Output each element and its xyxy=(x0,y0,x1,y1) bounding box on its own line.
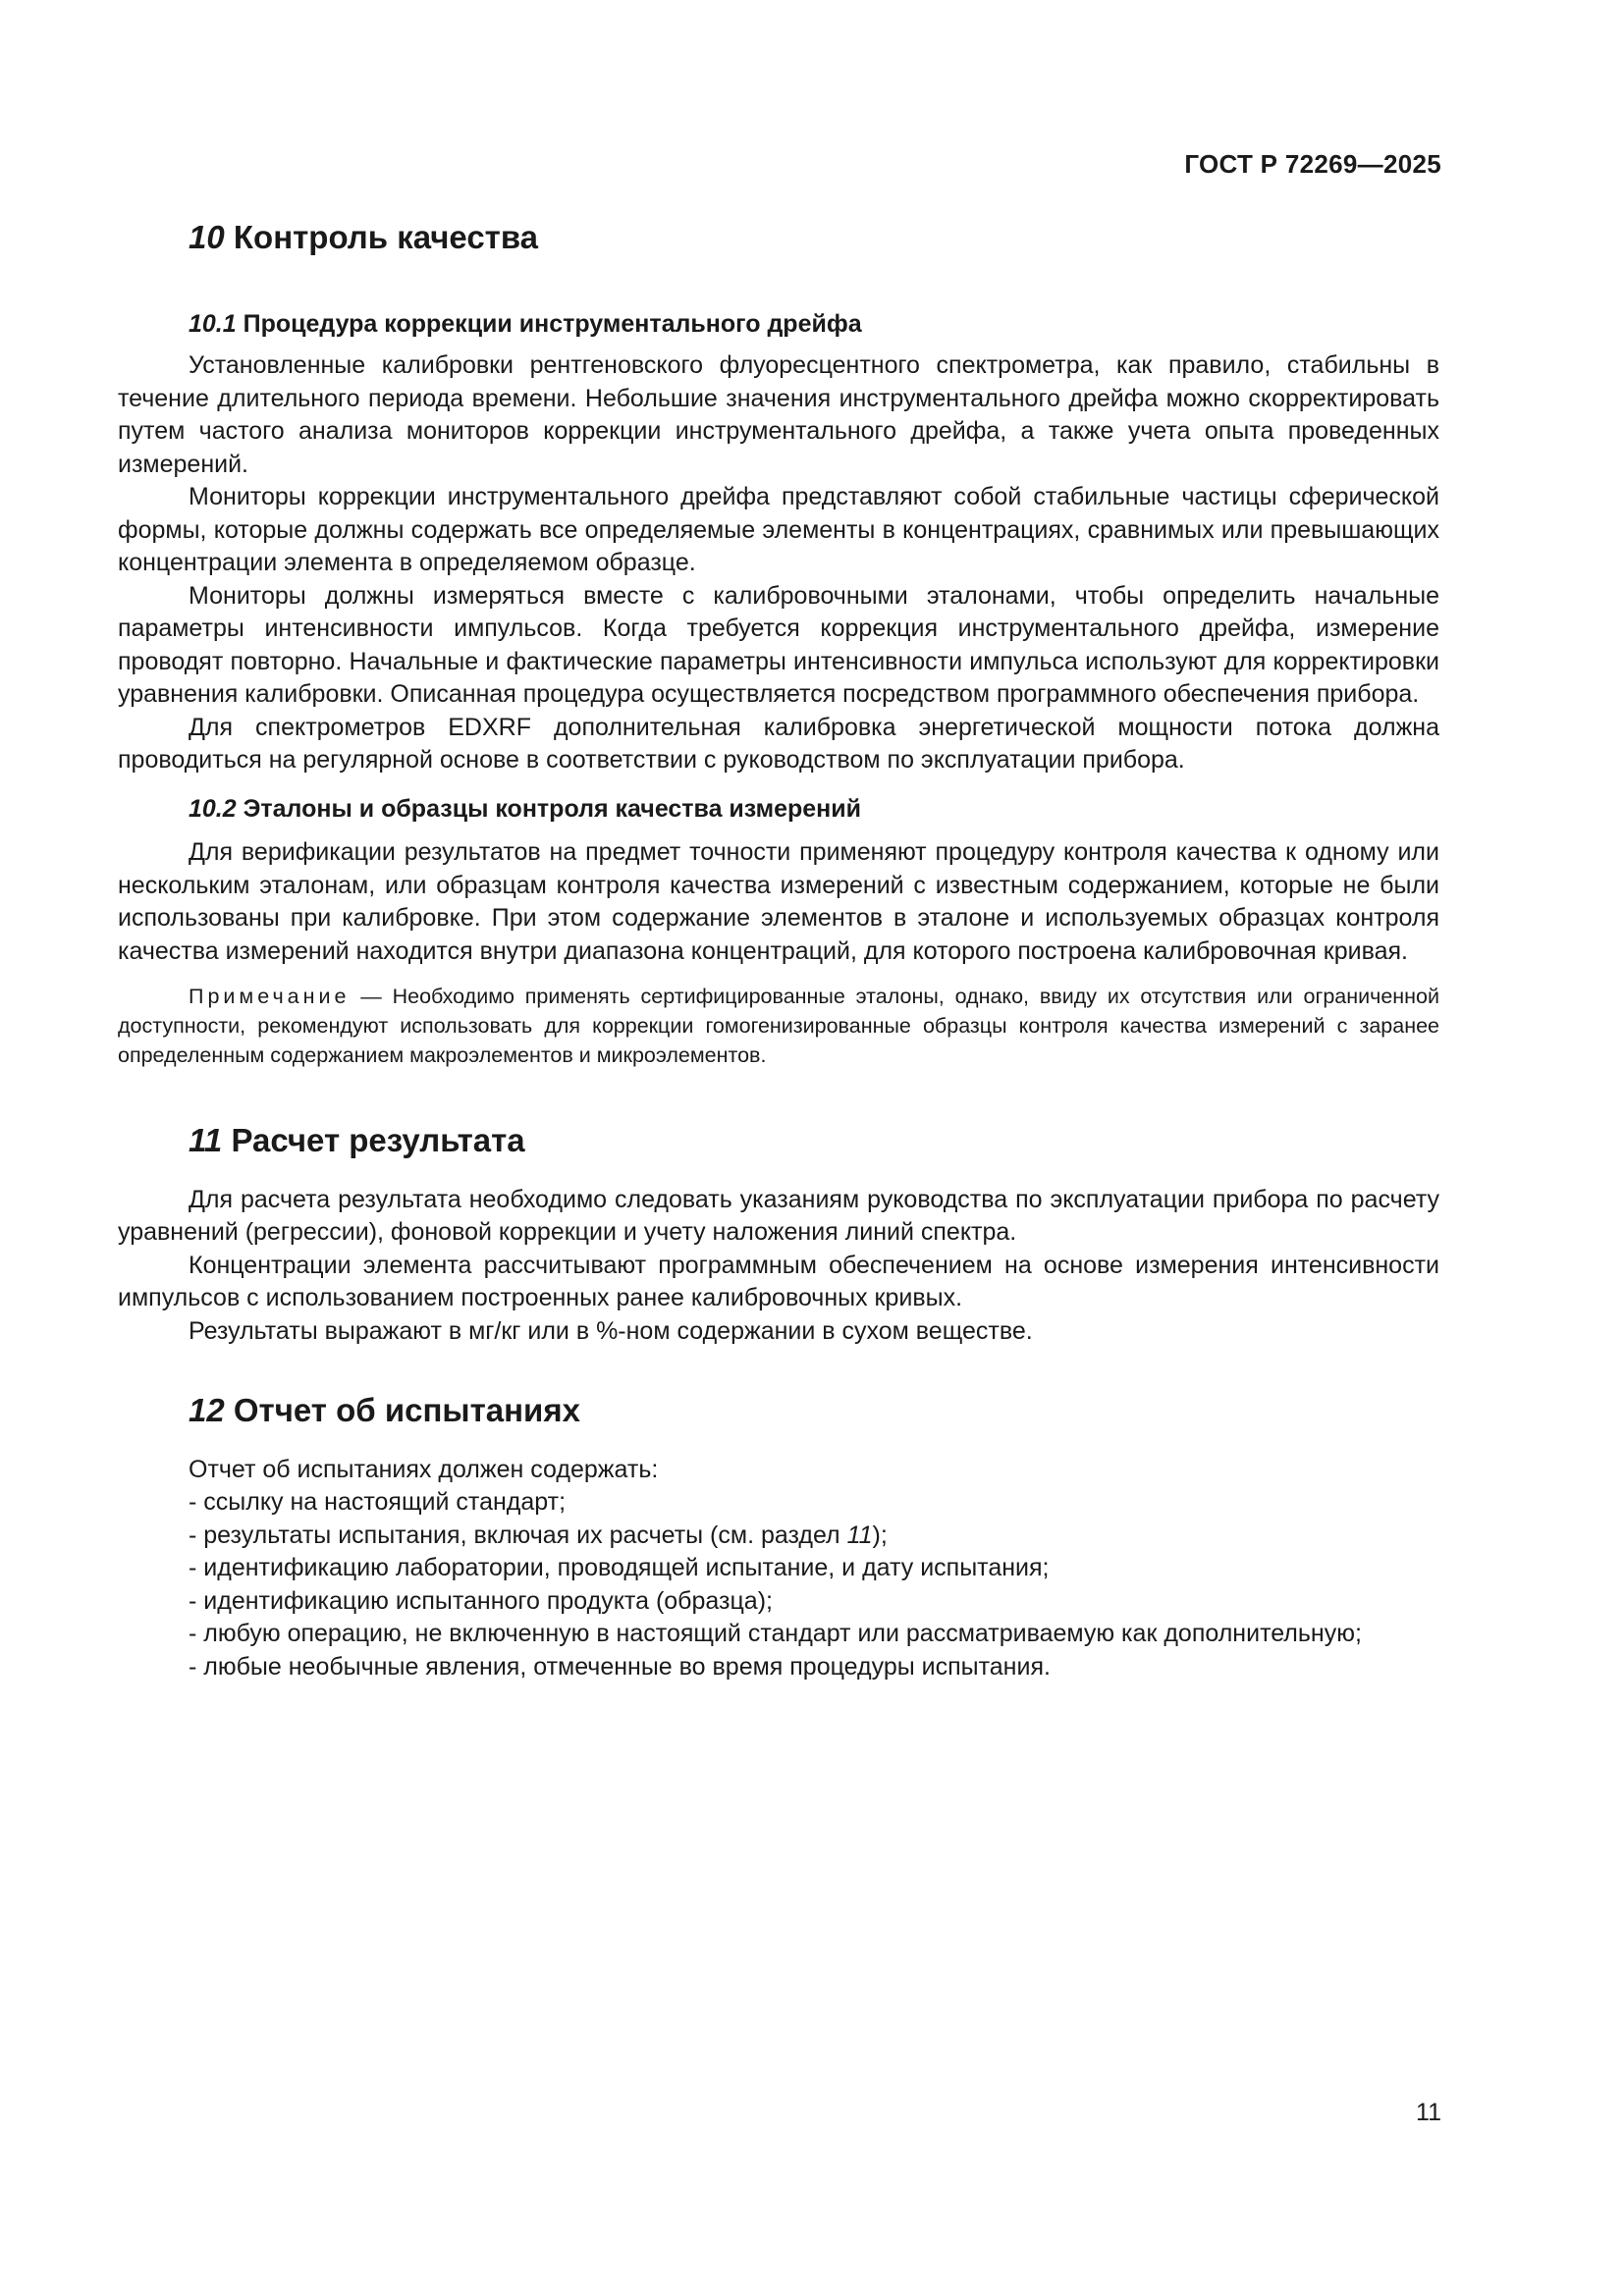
list-item: - идентификацию лаборатории, проводящей испытание, и дату испытания; xyxy=(189,1554,1050,1582)
section-10-title: Контроль качества xyxy=(233,219,539,255)
section-10-heading xyxy=(118,218,1439,257)
list-item: - любую операцию, не включенную в настоящий стандарт или рассматриваемую как дополнительную; xyxy=(189,1620,1362,1648)
paragraph: Концентрации элемента рассчитывают программным обеспечением на основе измерения интенсивности импульсов с использованием построенных ранее калибровочных кривых. xyxy=(118,1251,1439,1312)
note-label: Примечание xyxy=(189,985,351,1009)
note-text: — Необходимо применять сертифицированные эталоны, однако, ввиду их отсутствия или ограниченной доступности, рекомендуют использовать для коррекции гомогенизированные образцы контроля качества измерений с заранее определенным содержанием макроэлементов и микроэлементов. xyxy=(118,985,1439,1068)
paragraph: Установленные калибровки рентгеновского флуоресцентного спектрометра, как правило, стабильны в течение длительного периода времени. Небольшие значения инструментального дрейфа можно скорректировать путем частого анализа мониторов коррекции инструментального дрейфа, а также учета опыта проведенных измерений. xyxy=(118,351,1439,478)
paragraph: Для расчета результата необходимо следовать указаниям руководства по эксплуатации прибора по расчету уравнений (регрессии), фоновой коррекции и учету наложения линий спектра. xyxy=(118,1185,1439,1247)
section-11-number: 11 xyxy=(189,1122,223,1159)
list-item: - идентификацию испытанного продукта (образца); xyxy=(189,1586,773,1615)
section-reference: 11 xyxy=(846,1521,873,1549)
list-item xyxy=(118,1520,1439,1553)
document-code: ГОСТ Р 72269—2025 xyxy=(1184,149,1441,179)
paragraph: Мониторы коррекции инструментального дрейфа представляют собой стабильные частицы сферической формы, которые должны содержать все определяемые элементы в концентрациях, сравнимых или превышающих концентрации элемента в определяемом образце. xyxy=(118,483,1439,577)
section-12-title: Отчет об испытаниях xyxy=(233,1392,580,1429)
subsection-10-1-number: 10.1 xyxy=(189,309,237,338)
list-intro: Отчет об испытаниях должен содержать: xyxy=(189,1455,659,1483)
paragraph: Для спектрометров EDXRF дополнительная калибровка энергетической мощности потока должна проводиться на регулярной основе в соответствии с руководством по эксплуатации прибора. xyxy=(118,713,1439,774)
subsection-10-2-title: Эталоны и образцы контроля качества измерений xyxy=(243,794,862,823)
subsection-10-1-title: Процедура коррекции инструментального дрейфа xyxy=(243,309,862,338)
subsection-10-2-number: 10.2 xyxy=(189,794,237,823)
subsection-10-1-heading xyxy=(118,308,1439,341)
list-item: - ссылку на настоящий стандарт; xyxy=(189,1488,567,1517)
section-12-number: 12 xyxy=(189,1392,225,1429)
list-item-text: - результаты испытания, включая их расчеты (см. раздел xyxy=(189,1521,847,1549)
paragraph: Для верификации результатов на предмет точности применяют процедуру контроля качества к одному или нескольким эталонам, или образцам контроля качества измерений с известным содержанием, которые не были использованы при калибровке. При этом содержание элементов в эталоне и используемых образцах контроля качества измерений находится внутри диапазона концентраций, для которого построена калибровочная кривая. xyxy=(118,838,1439,965)
section-11-heading xyxy=(118,1121,1439,1160)
section-10-number: 10 xyxy=(189,219,225,255)
list-item-tail: ); xyxy=(872,1521,888,1549)
subsection-10-2-heading xyxy=(118,793,1439,826)
paragraph: Мониторы должны измеряться вместе с калибровочными эталонами, чтобы определить начальные параметры интенсивности импульсов. Когда требуется коррекция инструментального дрейфа, измерение проводят повторно. Начальные и фактические параметры интенсивности импульса используют для корректировки уравнения калибровки. Описанная процедура осуществляется посредством программного обеспечения прибора. xyxy=(118,581,1439,709)
section-11-title: Расчет результата xyxy=(231,1122,525,1159)
paragraph: Результаты выражают в мг/кг или в %-ном содержании в сухом веществе. xyxy=(189,1316,1033,1345)
list-item: - любые необычные явления, отмеченные во время процедуры испытания. xyxy=(189,1652,1051,1681)
page-number: 11 xyxy=(1416,2099,1441,2126)
page-content xyxy=(118,218,1439,1683)
section-12-heading xyxy=(118,1391,1439,1430)
note xyxy=(118,982,1439,1070)
